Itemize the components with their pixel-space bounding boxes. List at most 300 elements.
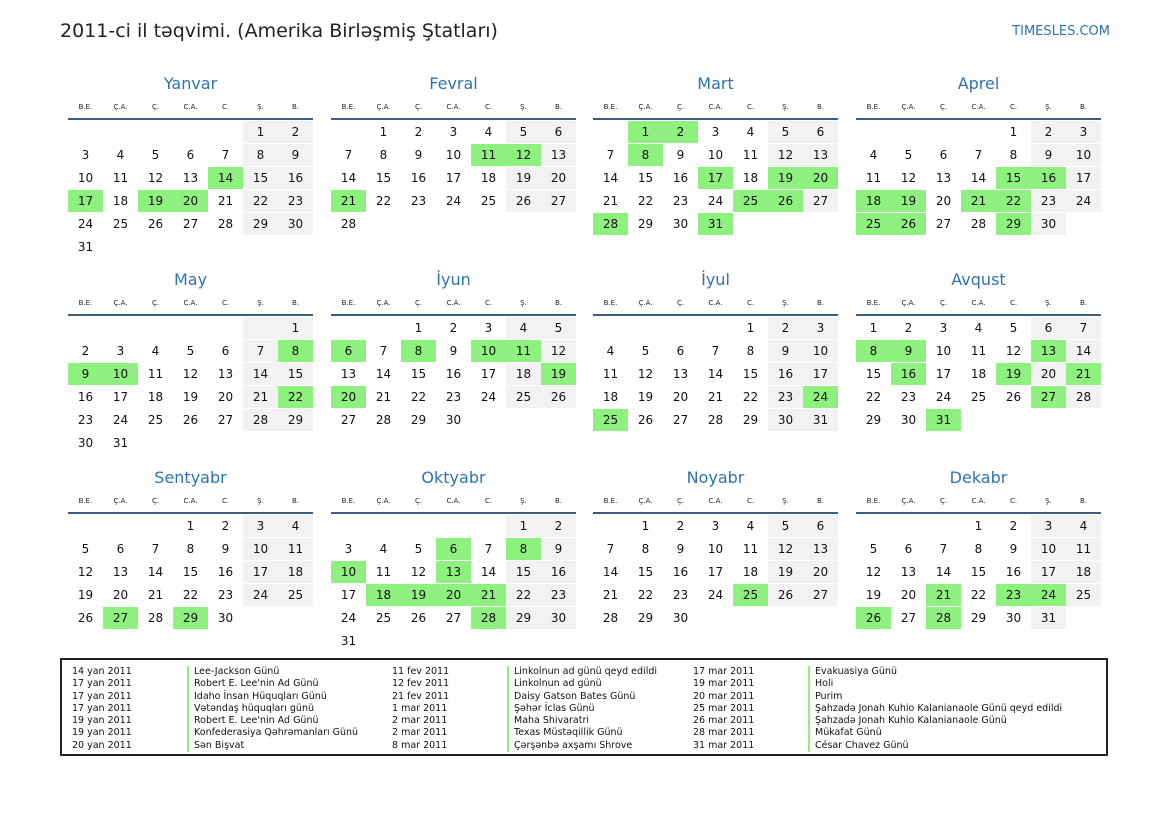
day-cell[interactable]: 18 (742, 171, 759, 185)
brand-link[interactable]: TIMESLES.COM (1012, 24, 1110, 39)
day-cell[interactable]: 30 (541, 607, 576, 629)
day-cell[interactable]: 29 (970, 611, 987, 625)
day-cell[interactable]: 18 (112, 194, 129, 208)
day-cell[interactable]: 19 (138, 190, 173, 212)
day-cell[interactable]: 8 (641, 542, 650, 556)
day-cell[interactable]: 13 (803, 144, 838, 166)
day-cell[interactable]: 20 (1031, 363, 1066, 385)
day-cell[interactable]: 30 (672, 217, 689, 231)
day-cell[interactable]: 18 (856, 190, 891, 212)
day-cell[interactable]: 5 (506, 121, 541, 143)
day-cell[interactable]: 8 (974, 542, 983, 556)
day-cell[interactable]: 9 (68, 363, 103, 385)
day-cell[interactable]: 22 (742, 390, 759, 404)
day-cell[interactable]: 19 (996, 363, 1031, 385)
day-cell[interactable]: 21 (147, 588, 164, 602)
day-cell[interactable]: 29 (243, 213, 278, 235)
day-cell[interactable]: 2 (221, 519, 230, 533)
day-cell[interactable]: 13 (935, 171, 952, 185)
day-cell[interactable]: 20 (803, 561, 838, 583)
day-cell[interactable]: 19 (768, 167, 803, 189)
day-cell[interactable]: 4 (484, 125, 493, 139)
day-cell[interactable]: 14 (602, 565, 619, 579)
day-cell[interactable]: 6 (939, 148, 948, 162)
day-cell[interactable]: 21 (217, 194, 234, 208)
day-cell[interactable]: 16 (891, 363, 926, 385)
day-cell[interactable]: 28 (602, 611, 619, 625)
day-cell[interactable]: 11 (375, 565, 392, 579)
day-cell[interactable]: 15 (637, 565, 654, 579)
day-cell[interactable]: 14 (707, 367, 724, 381)
day-cell[interactable]: 3 (803, 317, 838, 339)
day-cell[interactable]: 12 (506, 144, 541, 166)
day-cell[interactable]: 13 (1031, 340, 1066, 362)
day-cell[interactable]: 23 (672, 588, 689, 602)
day-cell[interactable]: 21 (471, 584, 506, 606)
day-cell[interactable]: 18 (970, 367, 987, 381)
day-cell[interactable]: 23 (996, 584, 1031, 606)
day-cell[interactable]: 5 (1009, 321, 1018, 335)
day-cell[interactable]: 23 (768, 386, 803, 408)
day-cell[interactable]: 16 (672, 565, 689, 579)
day-cell[interactable]: 1 (278, 317, 313, 339)
day-cell[interactable]: 21 (1066, 363, 1101, 385)
day-cell[interactable]: 30 (278, 213, 313, 235)
day-cell[interactable]: 12 (900, 171, 917, 185)
day-cell[interactable]: 5 (81, 542, 90, 556)
day-cell[interactable]: 2 (449, 321, 458, 335)
day-cell[interactable]: 17 (698, 167, 733, 189)
day-cell[interactable]: 17 (1066, 167, 1101, 189)
day-cell[interactable]: 17 (480, 367, 497, 381)
day-cell[interactable]: 22 (278, 386, 313, 408)
day-cell[interactable]: 26 (637, 413, 654, 427)
day-cell[interactable]: 25 (278, 584, 313, 606)
day-cell[interactable]: 6 (116, 542, 125, 556)
day-cell[interactable]: 31 (803, 409, 838, 431)
day-cell[interactable]: 6 (904, 542, 913, 556)
day-cell[interactable]: 27 (803, 190, 838, 212)
day-cell[interactable]: 28 (593, 213, 628, 235)
day-cell[interactable]: 14 (970, 171, 987, 185)
day-cell[interactable]: 8 (243, 144, 278, 166)
day-cell[interactable]: 21 (375, 390, 392, 404)
day-cell[interactable]: 9 (414, 148, 423, 162)
day-cell[interactable]: 1 (869, 321, 878, 335)
day-cell[interactable]: 3 (939, 321, 948, 335)
day-cell[interactable]: 16 (445, 367, 462, 381)
day-cell[interactable]: 22 (865, 390, 882, 404)
day-cell[interactable]: 1 (379, 125, 388, 139)
day-cell[interactable]: 3 (711, 125, 720, 139)
day-cell[interactable]: 12 (541, 340, 576, 362)
day-cell[interactable]: 24 (340, 611, 357, 625)
day-cell[interactable]: 12 (182, 367, 199, 381)
day-cell[interactable]: 14 (208, 167, 243, 189)
day-cell[interactable]: 7 (606, 542, 615, 556)
day-cell[interactable]: 11 (602, 367, 619, 381)
day-cell[interactable]: 15 (278, 363, 313, 385)
day-cell[interactable]: 4 (1066, 515, 1101, 537)
day-cell[interactable]: 15 (182, 565, 199, 579)
day-cell[interactable]: 13 (900, 565, 917, 579)
day-cell[interactable]: 1 (974, 519, 983, 533)
day-cell[interactable]: 15 (375, 171, 392, 185)
day-cell[interactable]: 11 (1066, 538, 1101, 560)
day-cell[interactable]: 15 (506, 561, 541, 583)
day-cell[interactable]: 30 (1031, 213, 1066, 235)
day-cell[interactable]: 6 (803, 121, 838, 143)
day-cell[interactable]: 9 (1031, 144, 1066, 166)
day-cell[interactable]: 27 (340, 413, 357, 427)
day-cell[interactable]: 22 (182, 588, 199, 602)
day-cell[interactable]: 8 (628, 144, 663, 166)
day-cell[interactable]: 19 (506, 167, 541, 189)
day-cell[interactable]: 28 (375, 413, 392, 427)
day-cell[interactable]: 29 (506, 607, 541, 629)
day-cell[interactable]: 12 (865, 565, 882, 579)
day-cell[interactable]: 17 (340, 588, 357, 602)
day-cell[interactable]: 25 (112, 217, 129, 231)
day-cell[interactable]: 2 (676, 519, 685, 533)
day-cell[interactable]: 4 (746, 125, 755, 139)
day-cell[interactable]: 24 (707, 588, 724, 602)
day-cell[interactable]: 24 (77, 217, 94, 231)
day-cell[interactable]: 8 (1009, 148, 1018, 162)
day-cell[interactable]: 26 (768, 190, 803, 212)
day-cell[interactable]: 1 (628, 121, 663, 143)
day-cell[interactable]: 3 (81, 148, 90, 162)
day-cell[interactable]: 5 (768, 121, 803, 143)
day-cell[interactable]: 29 (173, 607, 208, 629)
day-cell[interactable]: 15 (243, 167, 278, 189)
day-cell[interactable]: 21 (602, 194, 619, 208)
day-cell[interactable]: 8 (506, 538, 541, 560)
day-cell[interactable]: 31 (926, 409, 961, 431)
day-cell[interactable]: 24 (935, 390, 952, 404)
day-cell[interactable]: 14 (375, 367, 392, 381)
day-cell[interactable]: 28 (340, 217, 357, 231)
day-cell[interactable]: 18 (480, 171, 497, 185)
day-cell[interactable]: 4 (606, 344, 615, 358)
day-cell[interactable]: 14 (1066, 340, 1101, 362)
day-cell[interactable]: 6 (541, 121, 576, 143)
day-cell[interactable]: 23 (77, 413, 94, 427)
day-cell[interactable]: 23 (1031, 190, 1066, 212)
day-cell[interactable]: 3 (711, 519, 720, 533)
day-cell[interactable]: 3 (116, 344, 125, 358)
day-cell[interactable]: 24 (480, 390, 497, 404)
day-cell[interactable]: 19 (865, 588, 882, 602)
day-cell[interactable]: 16 (768, 363, 803, 385)
day-cell[interactable]: 4 (278, 515, 313, 537)
day-cell[interactable]: 20 (436, 584, 471, 606)
day-cell[interactable]: 3 (1031, 515, 1066, 537)
day-cell[interactable]: 12 (410, 565, 427, 579)
day-cell[interactable]: 4 (116, 148, 125, 162)
day-cell[interactable]: 30 (900, 413, 917, 427)
day-cell[interactable]: 9 (449, 344, 458, 358)
day-cell[interactable]: 16 (1031, 167, 1066, 189)
day-cell[interactable]: 3 (449, 125, 458, 139)
day-cell[interactable]: 8 (379, 148, 388, 162)
day-cell[interactable]: 13 (182, 171, 199, 185)
day-cell[interactable]: 17 (935, 367, 952, 381)
day-cell[interactable]: 20 (935, 194, 952, 208)
day-cell[interactable]: 7 (711, 344, 720, 358)
day-cell[interactable]: 6 (436, 538, 471, 560)
day-cell[interactable]: 21 (926, 584, 961, 606)
day-cell[interactable]: 16 (1005, 565, 1022, 579)
day-cell[interactable]: 4 (506, 317, 541, 339)
day-cell[interactable]: 23 (672, 194, 689, 208)
day-cell[interactable]: 2 (414, 125, 423, 139)
day-cell[interactable]: 10 (803, 340, 838, 362)
day-cell[interactable]: 5 (768, 515, 803, 537)
day-cell[interactable]: 16 (278, 167, 313, 189)
day-cell[interactable]: 27 (935, 217, 952, 231)
day-cell[interactable]: 1 (1009, 125, 1018, 139)
day-cell[interactable]: 27 (900, 611, 917, 625)
day-cell[interactable]: 29 (996, 213, 1031, 235)
day-cell[interactable]: 13 (217, 367, 234, 381)
day-cell[interactable]: 19 (768, 561, 803, 583)
day-cell[interactable]: 15 (970, 565, 987, 579)
day-cell[interactable]: 26 (77, 611, 94, 625)
day-cell[interactable]: 28 (147, 611, 164, 625)
day-cell[interactable]: 12 (768, 538, 803, 560)
day-cell[interactable]: 5 (904, 148, 913, 162)
day-cell[interactable]: 10 (331, 561, 366, 583)
day-cell[interactable]: 10 (707, 542, 724, 556)
day-cell[interactable]: 26 (768, 584, 803, 606)
day-cell[interactable]: 20 (672, 390, 689, 404)
day-cell[interactable]: 2 (663, 121, 698, 143)
day-cell[interactable]: 23 (410, 194, 427, 208)
day-cell[interactable]: 9 (891, 340, 926, 362)
day-cell[interactable]: 2 (1009, 519, 1018, 533)
day-cell[interactable]: 25 (506, 386, 541, 408)
day-cell[interactable]: 8 (401, 340, 436, 362)
day-cell[interactable]: 10 (77, 171, 94, 185)
day-cell[interactable]: 17 (68, 190, 103, 212)
day-cell[interactable]: 26 (147, 217, 164, 231)
day-cell[interactable]: 19 (891, 190, 926, 212)
day-cell[interactable]: 11 (865, 171, 882, 185)
day-cell[interactable]: 5 (641, 344, 650, 358)
day-cell[interactable]: 27 (182, 217, 199, 231)
day-cell[interactable]: 18 (742, 565, 759, 579)
day-cell[interactable]: 18 (147, 390, 164, 404)
day-cell[interactable]: 11 (742, 542, 759, 556)
day-cell[interactable]: 5 (151, 148, 160, 162)
day-cell[interactable]: 25 (593, 409, 628, 431)
day-cell[interactable]: 7 (974, 148, 983, 162)
day-cell[interactable]: 28 (970, 217, 987, 231)
day-cell[interactable]: 20 (217, 390, 234, 404)
day-cell[interactable]: 28 (217, 217, 234, 231)
day-cell[interactable]: 28 (707, 413, 724, 427)
day-cell[interactable]: 14 (147, 565, 164, 579)
day-cell[interactable]: 26 (182, 413, 199, 427)
day-cell[interactable]: 2 (81, 344, 90, 358)
day-cell[interactable]: 9 (541, 538, 576, 560)
day-cell[interactable]: 23 (217, 588, 234, 602)
day-cell[interactable]: 31 (340, 634, 357, 648)
day-cell[interactable]: 25 (147, 413, 164, 427)
day-cell[interactable]: 9 (221, 542, 230, 556)
day-cell[interactable]: 25 (1066, 584, 1101, 606)
day-cell[interactable]: 26 (541, 386, 576, 408)
day-cell[interactable]: 10 (935, 344, 952, 358)
day-cell[interactable]: 2 (1031, 121, 1066, 143)
day-cell[interactable]: 21 (707, 390, 724, 404)
day-cell[interactable]: 14 (935, 565, 952, 579)
day-cell[interactable]: 30 (445, 413, 462, 427)
day-cell[interactable]: 13 (672, 367, 689, 381)
day-cell[interactable]: 27 (217, 413, 234, 427)
day-cell[interactable]: 23 (541, 584, 576, 606)
day-cell[interactable]: 20 (803, 167, 838, 189)
day-cell[interactable]: 1 (746, 321, 755, 335)
day-cell[interactable]: 24 (707, 194, 724, 208)
day-cell[interactable]: 19 (541, 363, 576, 385)
day-cell[interactable]: 1 (641, 519, 650, 533)
day-cell[interactable]: 12 (1005, 344, 1022, 358)
day-cell[interactable]: 22 (970, 588, 987, 602)
day-cell[interactable]: 27 (1031, 386, 1066, 408)
day-cell[interactable]: 13 (436, 561, 471, 583)
day-cell[interactable]: 11 (471, 144, 506, 166)
day-cell[interactable]: 31 (112, 436, 129, 450)
day-cell[interactable]: 13 (112, 565, 129, 579)
day-cell[interactable]: 13 (541, 144, 576, 166)
day-cell[interactable]: 4 (869, 148, 878, 162)
day-cell[interactable]: 9 (768, 340, 803, 362)
day-cell[interactable]: 29 (410, 413, 427, 427)
day-cell[interactable]: 14 (480, 565, 497, 579)
day-cell[interactable]: 21 (961, 190, 996, 212)
day-cell[interactable]: 10 (445, 148, 462, 162)
day-cell[interactable]: 22 (410, 390, 427, 404)
day-cell[interactable]: 26 (410, 611, 427, 625)
day-cell[interactable]: 1 (186, 519, 195, 533)
day-cell[interactable]: 22 (637, 194, 654, 208)
day-cell[interactable]: 6 (186, 148, 195, 162)
day-cell[interactable]: 26 (506, 190, 541, 212)
day-cell[interactable]: 9 (278, 144, 313, 166)
day-cell[interactable]: 18 (602, 390, 619, 404)
day-cell[interactable]: 30 (768, 409, 803, 431)
day-cell[interactable]: 22 (375, 194, 392, 208)
day-cell[interactable]: 5 (414, 542, 423, 556)
day-cell[interactable]: 27 (103, 607, 138, 629)
day-cell[interactable]: 1 (506, 515, 541, 537)
day-cell[interactable]: 24 (243, 584, 278, 606)
day-cell[interactable]: 26 (1005, 390, 1022, 404)
day-cell[interactable]: 27 (672, 413, 689, 427)
day-cell[interactable]: 23 (445, 390, 462, 404)
day-cell[interactable]: 15 (410, 367, 427, 381)
day-cell[interactable]: 3 (484, 321, 493, 335)
day-cell[interactable]: 25 (856, 213, 891, 235)
day-cell[interactable]: 23 (900, 390, 917, 404)
day-cell[interactable]: 3 (344, 542, 353, 556)
day-cell[interactable]: 12 (637, 367, 654, 381)
day-cell[interactable]: 31 (698, 213, 733, 235)
day-cell[interactable]: 25 (480, 194, 497, 208)
day-cell[interactable]: 24 (803, 386, 838, 408)
day-cell[interactable]: 10 (103, 363, 138, 385)
day-cell[interactable]: 10 (1066, 144, 1101, 166)
day-cell[interactable]: 4 (974, 321, 983, 335)
day-cell[interactable]: 15 (996, 167, 1031, 189)
day-cell[interactable]: 23 (278, 190, 313, 212)
day-cell[interactable]: 28 (1066, 386, 1101, 408)
day-cell[interactable]: 2 (541, 515, 576, 537)
day-cell[interactable]: 2 (768, 317, 803, 339)
day-cell[interactable]: 20 (541, 167, 576, 189)
day-cell[interactable]: 29 (637, 217, 654, 231)
day-cell[interactable]: 22 (506, 584, 541, 606)
day-cell[interactable]: 6 (676, 344, 685, 358)
day-cell[interactable]: 28 (243, 409, 278, 431)
day-cell[interactable]: 21 (331, 190, 366, 212)
day-cell[interactable]: 27 (541, 190, 576, 212)
day-cell[interactable]: 24 (112, 413, 129, 427)
day-cell[interactable]: 1 (414, 321, 423, 335)
day-cell[interactable]: 25 (970, 390, 987, 404)
day-cell[interactable]: 15 (742, 367, 759, 381)
day-cell[interactable]: 16 (217, 565, 234, 579)
day-cell[interactable]: 19 (77, 588, 94, 602)
day-cell[interactable]: 28 (926, 607, 961, 629)
day-cell[interactable]: 24 (445, 194, 462, 208)
day-cell[interactable]: 25 (733, 190, 768, 212)
day-cell[interactable]: 7 (606, 148, 615, 162)
day-cell[interactable]: 12 (768, 144, 803, 166)
day-cell[interactable]: 11 (112, 171, 129, 185)
day-cell[interactable]: 2 (278, 121, 313, 143)
day-cell[interactable]: 26 (856, 607, 891, 629)
day-cell[interactable]: 15 (865, 367, 882, 381)
day-cell[interactable]: 8 (856, 340, 891, 362)
day-cell[interactable]: 16 (541, 561, 576, 583)
day-cell[interactable]: 8 (186, 542, 195, 556)
day-cell[interactable]: 30 (77, 436, 94, 450)
day-cell[interactable]: 11 (742, 148, 759, 162)
day-cell[interactable]: 20 (112, 588, 129, 602)
day-cell[interactable]: 22 (637, 588, 654, 602)
day-cell[interactable]: 29 (637, 611, 654, 625)
day-cell[interactable]: 27 (803, 584, 838, 606)
day-cell[interactable]: 12 (147, 171, 164, 185)
day-cell[interactable]: 18 (506, 363, 541, 385)
day-cell[interactable]: 4 (746, 519, 755, 533)
day-cell[interactable]: 11 (278, 538, 313, 560)
day-cell[interactable]: 9 (1009, 542, 1018, 556)
day-cell[interactable]: 22 (996, 190, 1031, 212)
day-cell[interactable]: 11 (147, 367, 164, 381)
day-cell[interactable]: 18 (278, 561, 313, 583)
day-cell[interactable]: 8 (746, 344, 755, 358)
day-cell[interactable]: 7 (939, 542, 948, 556)
day-cell[interactable]: 21 (243, 386, 278, 408)
day-cell[interactable]: 17 (803, 363, 838, 385)
day-cell[interactable]: 10 (1031, 538, 1066, 560)
day-cell[interactable]: 19 (182, 390, 199, 404)
day-cell[interactable]: 28 (471, 607, 506, 629)
